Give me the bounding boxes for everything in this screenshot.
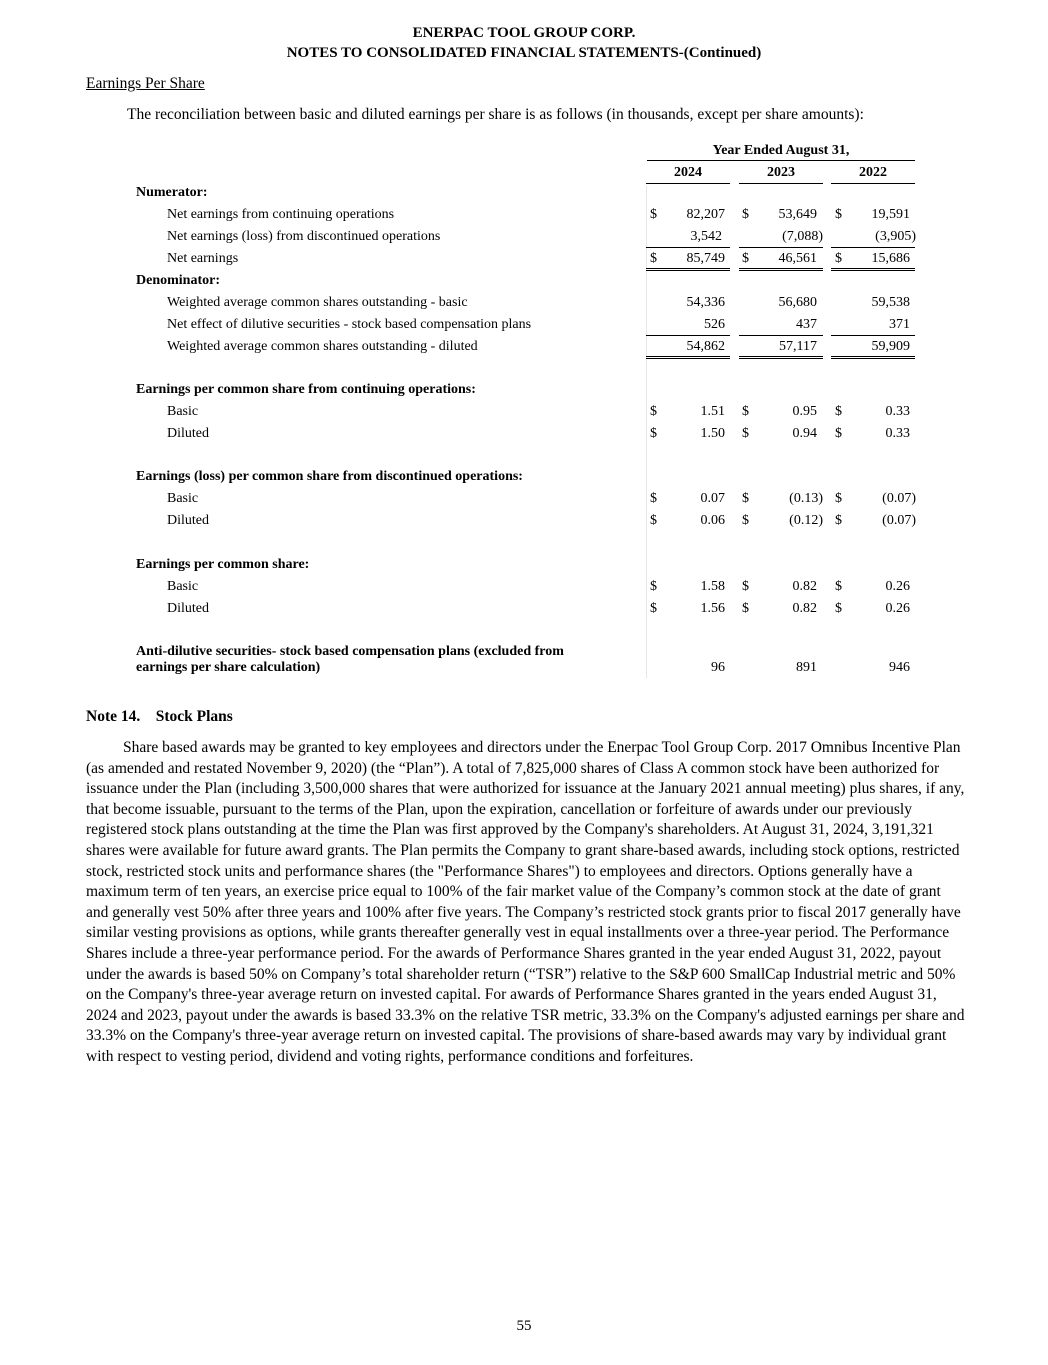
year-header-2023: 2023: [767, 165, 795, 180]
row-label: Diluted: [167, 513, 209, 528]
currency-symbol: $: [835, 251, 842, 266]
cell-value: 0.26: [885, 579, 910, 594]
row-label: Basic: [167, 579, 199, 594]
anti-dilutive-label-line2: earnings per share calculation): [136, 660, 321, 675]
table-row: [0, 601, 1048, 623]
table-row: [0, 426, 1048, 448]
table-row: [0, 404, 1048, 426]
row-label: Diluted: [167, 426, 209, 441]
cell-value: 1.51: [700, 404, 725, 419]
currency-symbol: $: [835, 207, 842, 222]
table-row: [0, 207, 1048, 229]
cell-value: 96: [711, 660, 725, 675]
currency-symbol: $: [742, 426, 749, 441]
cell-value: 0.95: [792, 404, 817, 419]
subtotal-rule: [831, 247, 915, 248]
cell-value: (0.07): [882, 491, 916, 506]
page-number: 55: [516, 1318, 532, 1334]
year-rule: [739, 183, 823, 184]
eps-header: Earnings per common share:: [136, 557, 310, 572]
cell-value: 0.82: [792, 601, 817, 616]
cell-value: 19,591: [871, 207, 910, 222]
currency-symbol: $: [742, 404, 749, 419]
table-row: [0, 273, 1048, 295]
row-label: Diluted: [167, 601, 209, 616]
currency-symbol: $: [742, 251, 749, 266]
cell-value: 15,686: [871, 251, 910, 266]
year-rule: [646, 183, 730, 184]
row-label: Net effect of dilutive securities - stock based compensation plans: [167, 317, 532, 332]
cell-value: 85,749: [686, 251, 725, 266]
cell-value: (3,905): [875, 229, 916, 244]
year-rule: [831, 183, 915, 184]
table-row: [0, 660, 1048, 682]
cell-value: (0.07): [882, 513, 916, 528]
cell-value: 437: [796, 317, 817, 332]
cell-value: (0.12): [789, 513, 823, 528]
total-rule: [739, 356, 823, 359]
cell-value: 0.33: [885, 426, 910, 441]
currency-symbol: $: [650, 404, 657, 419]
cell-value: 82,207: [686, 207, 725, 222]
currency-symbol: $: [835, 404, 842, 419]
cell-value: 53,649: [778, 207, 817, 222]
cell-value: 0.06: [700, 513, 725, 528]
cell-value: 371: [889, 317, 910, 332]
numerator-label: Numerator:: [136, 185, 208, 200]
row-label: Weighted average common shares outstanding - diluted: [167, 339, 478, 354]
table-row: [0, 513, 1048, 535]
subtotal-rule: [646, 335, 730, 336]
year-header-2024: 2024: [674, 165, 702, 180]
subtotal-rule: [646, 247, 730, 248]
cell-value: 0.33: [885, 404, 910, 419]
period-header: Year Ended August 31,: [712, 143, 850, 158]
cell-value: 1.56: [700, 601, 725, 616]
row-label: Net earnings: [167, 251, 239, 266]
total-rule: [646, 356, 730, 359]
cell-value: 46,561: [778, 251, 817, 266]
table-row: [0, 185, 1048, 207]
cell-value: 0.26: [885, 601, 910, 616]
cell-value: (7,088): [782, 229, 823, 244]
cell-value: 54,862: [686, 339, 725, 354]
currency-symbol: $: [742, 579, 749, 594]
cell-value: 3,542: [690, 229, 722, 244]
subtotal-rule: [739, 335, 823, 336]
subtotal-rule: [739, 247, 823, 248]
table-row: [0, 579, 1048, 601]
table-row: [0, 295, 1048, 317]
currency-symbol: $: [650, 601, 657, 616]
currency-symbol: $: [650, 513, 657, 528]
currency-symbol: $: [650, 251, 657, 266]
row-label: Net earnings from continuing operations: [167, 207, 395, 222]
currency-symbol: $: [835, 579, 842, 594]
currency-symbol: $: [835, 426, 842, 441]
cont-ops-header: Earnings per common share from continuing operations:: [136, 382, 476, 397]
row-label: Net earnings (loss) from discontinued operations: [167, 229, 441, 244]
currency-symbol: $: [650, 426, 657, 441]
total-rule: [831, 356, 915, 359]
cell-value: (0.13): [789, 491, 823, 506]
table-row: [0, 491, 1048, 513]
cell-value: 57,117: [779, 339, 817, 354]
currency-symbol: $: [742, 207, 749, 222]
subtotal-rule: [831, 335, 915, 336]
cell-value: 59,538: [871, 295, 910, 310]
cell-value: 54,336: [686, 295, 725, 310]
row-label: Weighted average common shares outstanding - basic: [167, 295, 468, 310]
currency-symbol: $: [650, 207, 657, 222]
cell-value: 891: [796, 660, 817, 675]
company-name: ENERPAC TOOL GROUP CORP.: [412, 25, 636, 41]
table-row: [0, 382, 1048, 404]
currency-symbol: $: [835, 513, 842, 528]
cell-value: 526: [704, 317, 725, 332]
note-14-paragraph: Share based awards may be granted to key employees and directors under the Enerpac Tool Group Corp. 2017 Omnibus Incentive Plan (as amended and restated November 9, 2020) (the “Plan”). A total of 7,825,000 shares of Class A common stock have been authorized for issuance under the Plan (including 3,500,000 shares that were authorized for issuance at the January 2021 annual meeting) plus shares, if any, that become issuable, pursuant to the terms of the Plan, upon the expiration, cancellation or forfeiture of awards under our previously registered stock plans outstanding at the time the Plan was first approved by the Company's shareholders. At August 31, 2024, 3,191,321 shares were available for future award grants. The Plan permits the Company to grant share-based awards, including stock options, restricted stock, restricted stock units and performance shares (the "Performance Shares") to employees and directors. Options generally have a maximum term of ten years, an exercise price equal to 100% of the fair market value of the Company’s common stock at the date of grant and generally vest 50% after three years and 100% after five years. The Company’s restricted stock grants prior to fiscal 2017 generally have similar vesting provisions as options, while grants thereafter generally vest in equal installments over a three-year period. The Performance Shares include a three-year performance period. For the awards of Performance Shares granted in the year ended August 31, 2022, payout under the awards is based 50% on Company’s total shareholder return (“TSR”) relative to the S&P 600 SmallCap Industrial metric and 50% on the Company's three-year average return on invested capital. For awards of Performance Shares granted in the years ended August 31, 2024 and 2023, payout under the awards is based 33.3% on the relative TSR metric, 33.3% on the Company's adjusted earnings per share and 33.3% on the Company's three-year average return on invested capital. The provisions of share-based awards may vary by individual grant with respect to vesting period, dividend and voting rights, performance conditions and forfeitures.: [86, 739, 965, 1065]
cell-value: 946: [889, 660, 910, 675]
cell-value: 0.82: [792, 579, 817, 594]
note-14-title: Note 14. Stock Plans: [86, 708, 233, 725]
disc-ops-header: Earnings (loss) per common share from discontinued operations:: [136, 469, 523, 484]
currency-symbol: $: [650, 579, 657, 594]
table-row: [0, 469, 1048, 491]
cell-value: 0.07: [700, 491, 725, 506]
eps-intro: The reconciliation between basic and diluted earnings per share is as follows (in thousands, except per share amounts):: [127, 106, 864, 123]
page-subtitle: NOTES TO CONSOLIDATED FINANCIAL STATEMENTS-(Continued): [286, 45, 762, 61]
currency-symbol: $: [835, 601, 842, 616]
row-label: Basic: [167, 404, 199, 419]
cell-value: 56,680: [778, 295, 817, 310]
cell-value: 1.50: [700, 426, 725, 441]
cell-value: 1.58: [700, 579, 725, 594]
section-title-eps: Earnings Per Share: [86, 75, 205, 92]
period-header-rule: [647, 160, 915, 161]
year-header-2022: 2022: [859, 165, 887, 180]
row-label: Basic: [167, 491, 199, 506]
note-14-body: [86, 738, 966, 1068]
total-rule: [831, 268, 915, 271]
total-rule: [739, 268, 823, 271]
anti-dilutive-label-line1: Anti-dilutive securities- stock based compensation plans (excluded from: [136, 644, 564, 659]
cell-value: 59,909: [871, 339, 910, 354]
table-row: [0, 557, 1048, 579]
cell-value: 0.94: [792, 426, 817, 441]
currency-symbol: $: [742, 491, 749, 506]
denominator-label: Denominator:: [136, 273, 220, 288]
currency-symbol: $: [742, 513, 749, 528]
currency-symbol: $: [742, 601, 749, 616]
currency-symbol: $: [650, 491, 657, 506]
currency-symbol: $: [835, 491, 842, 506]
total-rule: [646, 268, 730, 271]
